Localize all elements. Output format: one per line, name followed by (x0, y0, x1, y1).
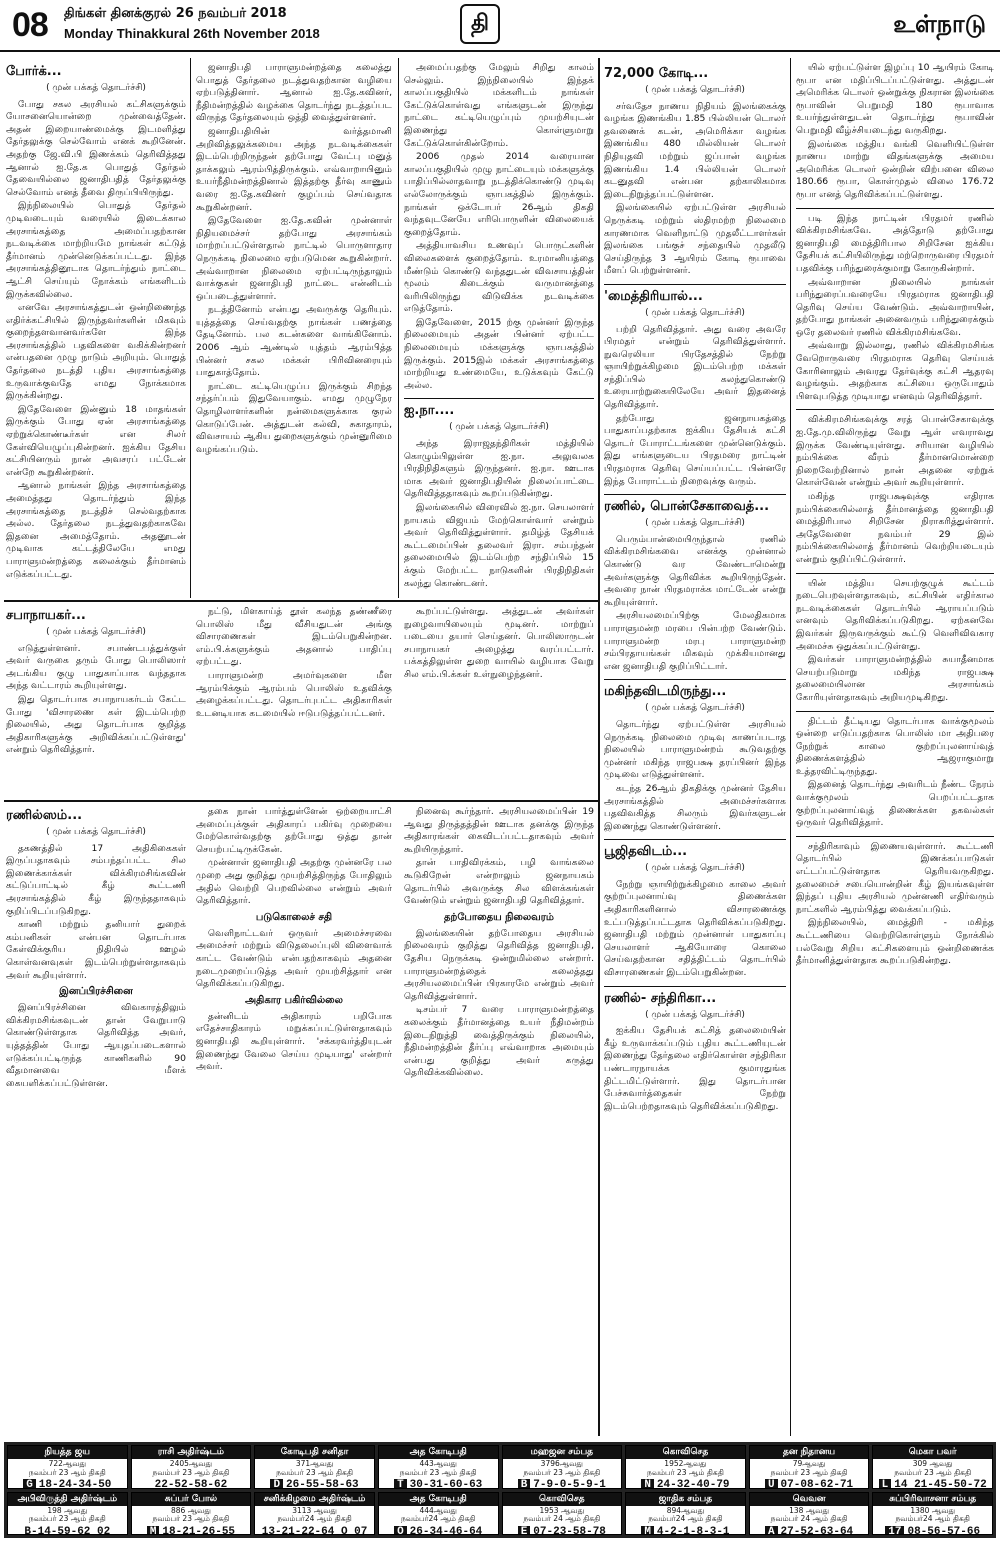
article-col-5 (796, 62, 994, 1436)
paragraph: வெளிநாட்டவர் ஒருவர் அமைச்சரவை அமைச்சர் மற்றும் விடுதலைப்புலி விளைவாக் காட்ட வேண்டும் என்பதற்காகவும் அதனை நடைமுறைப்படுத்த அவர் முயற்சித்தார் என தெரிவிக்கப்படுகிறது. (196, 927, 392, 990)
column-divider (190, 58, 191, 598)
paragraph: நேற்று ஞாயிற்றுக்கிழமை காலை அவர் குற்றப்புலனாய்வு திணைக்கள அதிகாரிகளினால் விசாரணைக்கு உட்படுத்தப்பட்டதாக தெரிவிக்கப்படுகிறது. ஜனாதிபதி மற்றும் முன்னாள் பாதுகாப்பு செயலாளர் ஆகியோரை கொலை செய்வதற்கான சதித்திட்டம் தொடர்பில் விசாரணைகள் இடம்பெறுகின்றன. (604, 878, 786, 979)
article-col-1 (6, 60, 186, 596)
lottery-number: 18-24-34-50 (38, 1479, 112, 1489)
paragraph: இலங்கை மத்திய வங்கி வெளியிட்டுள்ள நாணய மாற்று விதங்களுக்கு அமைய அமெரிக்க டொலர் ஒன்றின் விற்பனை விலை 180.66 ரூபா, கொள்முதல் விலை 176.72 ரூபா எனத் தெரிவிக்கப்பட்டுள்ளது. (796, 138, 994, 200)
section-title: உள்நாடு (893, 10, 986, 38)
lottery-number: 27-52-63-64 (780, 1525, 854, 1535)
sub-divider (604, 494, 786, 495)
lottery-name: அத கோடிபதி (379, 1446, 498, 1459)
lottery-draw-date: நவம்பர் 23 ஆம் திகதி (647, 1467, 724, 1477)
headline-ranil-fonseka: ரணில், பொன்சேகாவைத்... (604, 499, 770, 515)
lottery-draw-date: நவம்பர் 23 ஆம் திகதி (399, 1467, 477, 1477)
lottery-draw-date: நவம்பர் 24 ஆம் திகதி (523, 1514, 601, 1523)
paragraph: அத்தியாவசிய உணவுப் பொருட்களின் விலைகளைக் குறைத்தோம். உரமானியத்தை மீண்டும் கொண்டு வந்ததுடன் விவசாயத்தின் மூலம் கிடைக்கும் வருமானத்தை வரியிலிருந்து விடுவிக்க நடவடிக்கை எடுத்தோம். (404, 240, 594, 315)
lottery-winning-numbers (258, 1479, 371, 1489)
lottery-name: கொவிசெத (503, 1493, 622, 1506)
lottery-winning-numbers (382, 1479, 495, 1489)
sub-divider (796, 711, 994, 712)
lottery-draw-date: நவம்பர் 23 ஆம் திகதி (894, 1467, 972, 1477)
lottery-winning-numbers (876, 1526, 989, 1536)
headline-ranil-chandrika: ரணில்- சந்திரிகா... (604, 990, 717, 1006)
paragraph: போது சகல அரசியல் கட்சிகளுக்கும் யோசனையொன்றை முன்வைத்தேன். அதன் இறையாண்மைக்கு இடமளித்து தேர்தலுக்கு செல்வோம் எனக் கூறினேன். அதற்கு ஜே.வி.பி இணக்கம் தெரிவித்தது ஆனால் ஐ.தே.க பொதுத் தேர்தல் தேவையில்லை ஜனாதிபதித் தேர்தலுக்கு செல்வோம் எனத் தீவை திருப்பியிருந்து. (6, 98, 186, 198)
lottery-draw-number: 2405ஆவது (169, 1459, 213, 1468)
ranil-col-1 (6, 804, 186, 1436)
page-number: 08 (12, 6, 48, 44)
paragraph: நடத்தினோம் என்பது அவருக்கு தெரியும். யுத்தத்தை செய்வதற்கு நாங்கள் பணத்தை தேடினோம். பல கடன்களை வாங்கினோம். 2006 ஆம் ஆண்டில் யுத்தம் ஆரம்பித்த பின்னர் சகல மக்கள் பிரிவினரையும் பாதுகாத்தோம். (196, 304, 392, 379)
lottery-draw-number: 3796ஆவது (540, 1459, 583, 1468)
headline-speaker: சபாநாயகர்... (6, 608, 86, 623)
paragraph: திட்டம் தீட்டியது தொடர்பாக வாக்குமூலம் ஒன்றை எடுப்பதற்காக பொலிஸ் மா அதிபரை நேற்றுக் காலை குற்றப்புலனாய்வுத் திணைக்களத்தில் ஆஜராகுமாறு உத்தரவிட்டிருந்தது. (796, 715, 994, 777)
lottery-cell (502, 1445, 623, 1489)
paragraph: கூறப்பட்டுள்ளது. அத்துடன் அவர்கள் நுழைவாயிலையும் மூடினர். மாற்றுப் படையை தயார் செய்தனர். பொலிஸாருடன் சபாநாயகர் அழைத்து வரப்பட்டார். பக்கத்திலுள்ள துறை வாயில் வழியாக வேறு சில எம்.பி.க்கள் உள்நுழைந்தனர். (404, 606, 594, 680)
paragraph: அமைப்பதற்கு மேலும் சிறிது காலம் செல்லும். இந்நிலையில் இந்தக் காலப்பகுதியில் மக்களிடம் நாங்கள் கேட்டுக்கொள்வது எங்களுடன் இருந்து நாட்டை கட்டியெழுப்பும் முயற்சியுடன் இணைந்து கொள்ளுமாறு கேட்டுக்கொள்கின்றோம். (404, 62, 594, 149)
continuation-note: ( முன் பக்கத் தொடர்ச்சி) (645, 518, 745, 529)
lottery-letter: T (394, 1479, 407, 1489)
lottery-cell (625, 1492, 746, 1536)
lottery-cell (502, 1492, 623, 1536)
lottery-name: ராசி அதிர்ஷ்டம் (132, 1446, 251, 1459)
headline-maithripala: 'மைத்திரியால்... (604, 288, 703, 304)
lottery-cell (749, 1445, 870, 1489)
speaker-col-2 (196, 606, 392, 798)
lottery-draw-date: நவம்பர்24 ஆம் திகதி (277, 1514, 352, 1523)
sub-divider (604, 679, 786, 680)
lottery-letter: M (147, 1526, 160, 1536)
lottery-cell (872, 1492, 993, 1536)
continuation-note: ( முன் பக்கத் தொடர்ச்சி) (645, 703, 745, 714)
sub-divider (796, 409, 994, 410)
lottery-name: மஹஜன சம்பத (503, 1446, 622, 1459)
lottery-number: 24-32-40-79 (656, 1479, 730, 1489)
lottery-draw-number: 138 ஆவது (789, 1505, 829, 1515)
lottery-letter: L (879, 1479, 892, 1489)
lottery-letter: G (23, 1479, 36, 1489)
paragraph: 2006 முதல் 2014 வரையான காலப்பகுதியில் முழு நாட்டையும் மக்களுக்கு பாதிப்பில்லாதவாறு நடத்திக்கொண்டு முடிவு எல்லோருக்கும் ஞாபகத்தில் இருக்கும். நாங்கள் ஒக்டோபர் 26ஆம் திகதி வந்தவுடனேயே எரிபொருளின் விலையைக் குறைத்தோம். (404, 151, 594, 238)
lottery-name: அத கோடிபதி (379, 1493, 498, 1506)
lottery-name: அபிவிருத்தி அதிர்ஷ்டம் (8, 1493, 127, 1506)
subheading: அதிகார பகிர்வில்லை (245, 994, 343, 1006)
headline-porkk: போர்க்... (6, 64, 62, 79)
ranil-col-2 (196, 806, 392, 1436)
paragraph: இதனைத் தொடர்ந்து அவரிடம் நீண்ட நேரம் வாக்குமூலம் பெறப்பட்டதாக குற்றப்புலனாய்வுத் திணைக்கள தகவல்கள் ஒருவர் தெரிவித்தார். (796, 779, 994, 829)
newspaper-logo: தி (460, 4, 500, 44)
lottery-number: 26-55-58-63 (286, 1479, 359, 1489)
lottery-name: கோடிபதி சனிதா (255, 1446, 374, 1459)
section-divider (4, 600, 598, 602)
lottery-cell (131, 1492, 252, 1536)
lottery-letter: U (765, 1479, 778, 1489)
continuation-note: ( முன் பக்கத் தொடர்ச்சி) (645, 307, 745, 318)
lottery-draw-number: 371ஆவது (295, 1459, 334, 1468)
lottery-cell (7, 1492, 128, 1536)
lottery-winning-numbers (506, 1526, 619, 1536)
lottery-draw-number: 3113 ஆவது (292, 1505, 337, 1515)
paragraph: சர்வதேச நாணய நிதியம் இலங்கைக்கு வழங்க இணங்கிய 1.85 பில்லியன் டொலர் தவணைக் கடன், அமெரிக்கா வழங்க இணங்கிய 480 மில்லியன் டொலர் நிதியுதவி மற்றும் ஜப்பான் வழங்க இணங்கிய 1.4 பில்லியன் டொலர் கடனுதவி என்பன தற்காலிகமாக இடைநிறுத்தப்பட்டுள்ளன. (604, 100, 786, 200)
speaker-col-3 (404, 606, 594, 798)
lottery-letter: D (270, 1479, 283, 1489)
lottery-number: 26-34-46-64 (409, 1525, 483, 1535)
lottery-winning-numbers (506, 1479, 619, 1489)
lottery-draw-number: 444ஆவது (419, 1505, 457, 1515)
lottery-number: 13-21-22-64 O 07 (261, 1525, 368, 1535)
paragraph: எடுத்துள்ளனர். சபாண்டபத்துக்குள் அவர் வருகை தரும் போது பொலிஸார் அடங்கிய குழு பாதுகாப்பாக வந்ததாக அந்த வட்டாரம் கூறியுள்ளது. (6, 642, 186, 692)
paragraph: இந்நிலையில், மைத்திரி - மகிந்த கூட்டணியை வெற்றிகொள்ளும் நோக்கில் பல்வேறு சிறிய கட்சிகளையும் ஒன்றிணைக்க தீர்மானித்துள்ளதாக கூறப்படுகின்றது. (796, 917, 994, 967)
lottery-number: 07-23-58-78 (533, 1525, 606, 1535)
paragraph: காணி மற்றும் தனியார் துறைக் கம்பனிகள் என்பன தொடர்பாக கேள்விக்குரிய நிதியில் ஊழல் கொள்வனவுகள் இடம்பெற்றுள்ளதாகவும் அவர் கூறியுள்ளார். (6, 919, 186, 981)
paragraph: அவ்வாறு இல்லாது, ரணில் விக்கிரமசிங்க வேறொருவரை பிரதமராக தெரிவு செய்யக் கோரினாலும் அவரது தேர்வுக்கு கட்சி ஆதரவு வழங்கும். அதற்காக கட்சியை ஒருபோதும் பிளவுபடுத்த முடியாது எனவும் தெரிவித்தார். (796, 340, 994, 402)
paragraph: தற்போது ஜனநாயகத்தை பாதுகாப்பதற்காக ஐக்கிய தேசியக் கட்சி தொடர் போராட்டங்களை முன்னெடுக்கும். இது எங்களுடைய பிரதமரை நாட்டின் பிரதமராக தெரிவு செய்யப்பட்ட பின்னரே இந்த போராட்டம் நிறைவுக்கு வரும். (604, 412, 786, 487)
column-divider (398, 58, 399, 598)
headline-ranil: ரணில்ஸம்... (6, 808, 83, 823)
lottery-draw-date: நவம்பர் 23 ஆம் திகதி (152, 1467, 230, 1477)
paragraph: இதேவேளை ஐ.தே.கவின் முன்னாள் நிதியமைச்சர் தற்போது அரசாங்கம் மாற்றப்பட்டுள்ளதால் நாட்டில் பொருளாதார நெருக்கடி நிலைமை ஏற்படுமென கூறுகின்றார். அவ்வாறான நிலைமை ஏற்பட்டிருந்தாலும் வாக்குகள் ஜனாதிபதி நாட்டை என்னிடம் ஒப்படைத்துள்ளார். (196, 215, 392, 302)
lottery-letter: E (518, 1526, 531, 1536)
lottery-cell (254, 1492, 375, 1536)
sub-divider (404, 398, 594, 399)
lottery-letter: B (518, 1479, 531, 1489)
continuation-note: ( முன் பக்கத் தொடர்ச்சி) (645, 85, 745, 95)
lottery-letter: O (394, 1526, 407, 1536)
lottery-draw-date: நவம்பர் 23 ஆம் திகதி (770, 1467, 848, 1477)
lottery-letter: A (765, 1526, 778, 1536)
lottery-winning-numbers (629, 1479, 742, 1489)
paragraph: இலங்கையில் விரைவில் ஐ.நா. செயலாளர் நாயகம் விஜயம் மேற்கொள்வார் என்றும் அவர் தெரிவித்துள்ளார். தமிழ்த் தேசியக் கூட்டமைப்பின் தலைவர் இரா. சம்பந்தன் தலைமையில் இடம்பெற்ற சந்திப்பில் 15 க்கும் மேற்பட்ட நாடுகளின் பிரதிநிதிகள் கலந்து கொண்டனர். (404, 502, 594, 589)
lottery-draw-number: 1380 ஆவது (910, 1505, 955, 1515)
paragraph: இவர்கள் பாராளுமன்றத்தில் சுயாதீனமாக செயற்படுமாறு மகிந்த ராஜபக்ஷ தலைமையிலான அரசாங்கம் கோரியுள்ளதாகவும் அறியமுடிகிறது. (796, 654, 994, 703)
paragraph: ஐக்கிய தேசியக் கட்சித் தலைமையின் கீழ் உருவாக்கப்படும் புதிய கூட்டணியுடன் இணைந்து தேர்தலை எதிர்கொள்ள சந்திரிகா பண்டாரநாயக்க குமாரதுங்க திட்டமிட்டுள்ளார். இது தொடர்பான பேச்சுவார்த்தைகள் நேற்று இடம்பெற்றதாகவும் தெரிவிக்கப்படுகிறது. (604, 1025, 786, 1112)
ranil-col-3 (404, 806, 594, 1436)
continuation-note: ( முன் பக்கத் தொடர்ச்சி) (46, 627, 146, 637)
lottery-name: ஜாதிக சம்பத (626, 1493, 745, 1506)
lottery-cell (378, 1445, 499, 1489)
lottery-draw-number: 1952ஆவது (664, 1459, 707, 1468)
lottery-name: சுப்பர் போல் (132, 1493, 251, 1506)
lottery-draw-date: நவம்பர் 23 ஆம் திகதி (152, 1514, 230, 1523)
paragraph: ஜனாதிபதி பாராளுமன்றத்தை கலைத்து பொதுத் தேர்தலை நடத்துவதற்கான வழியை ஏற்படுத்தினார். ஆனால் ஐ.தே.கவினர், நீதிமன்றத்தில் வழக்கை தொடர்ந்து நடத்தப்பட விருந்த தேர்தலையும் ஒத்தி வைத்துள்ளனர். (196, 62, 392, 124)
lottery-winning-numbers (135, 1479, 248, 1489)
paragraph: அவ்வாறான நிலையில் நாங்கள் பரிந்துரைப்பவரையே பிரதமராக ஜனாதிபதி தெரிவு செய்ய வேண்டும். அவ்வாறாயின், தற்போது நாங்கள் அனைவரும் பரிந்துரைக்கும் ஒரே தலைவர் ரணில் விக்கிரமசிங்கவே. (796, 276, 994, 338)
lottery-draw-number: 886 ஆவது (171, 1505, 211, 1515)
sub-divider (604, 284, 786, 285)
tamil-date: திங்கள் தினக்குரல் 26 நவம்பர் 2018 (64, 6, 287, 21)
paragraph: ஜனாதிபதியின் வர்த்தமானி அறிவித்தலுக்கமைய அந்த நடவடிக்கைகள் இடம்பெற்றிருந்தன் தற்போது வேட்பு மனுத் தாக்கலும் ஆரம்பித்திருக்கும். எவ்வாறாயினும் உயர்நீதிமன்றத்தினால் இத்தற்கு தீர்வு காணும் வரை ஐ.தே.கவினர் குழப்பம் செய்வதாக கூறுகின்றனர். (196, 125, 392, 213)
column-divider (790, 58, 791, 1436)
headline-72000-crore: 72,000 கோடி... (604, 66, 709, 81)
paragraph: டிசம்பர் 7 வரை பாராளுமன்றத்தை கலைக்கும் தீர்மானத்தை உயர் நீதிமன்றம் இடைநிறுத்தி வைத்திருக்கும் நிலையில், நீதிமன்றத்தின் தீர்ப்பு எவ்வாறாக அமையும் என்பது குறித்து அவர் கருத்து தெரிவிக்கவில்லை. (404, 1004, 594, 1079)
masthead (0, 0, 1000, 52)
paragraph: யில் ஏற்பட்டுள்ள இழப்பு 10 ஆயிரம் கோடி ரூபா என மதிப்பிடப்பட்டுள்ளது. அத்துடன் அமெரிக்க டொலர் ஒன்றுக்கு நிகரான இலங்கை ரூபாவின் பெறுமதி 180 ரூபாவாக உயர்ந்துள்ளதுடன் தொடர்ந்து ரூபாவின் பெறுமதி வீழ்ச்சியடைந்து வருகிறது. (796, 62, 994, 136)
lottery-number: 4-2-1-8-3-1 (656, 1525, 730, 1535)
paragraph: படி இந்த நாட்டின் பிரதமர் ரணில் விக்கிரமசிங்கவே. அத்தோடு தற்போது ஜனாதிபதி மைத்திரிபால சிறிசேன ஐக்கிய தேசியக் கட்சியிலிருந்து மற்றொருவரை பிரதமர் பதவிக்கு பரிந்துரைக்குமாறு கோருகின்றார். (796, 212, 994, 274)
lottery-winning-numbers (11, 1479, 124, 1489)
lottery-name: தன நிதானய (750, 1446, 869, 1459)
lottery-winning-numbers (135, 1526, 248, 1536)
lottery-draw-number: 198 ஆவது (47, 1505, 88, 1515)
lottery-name: நியத்த ஜய (8, 1446, 127, 1459)
lottery-draw-date: நவம்பர் 23 ஆம் திகதி (276, 1467, 353, 1477)
lottery-letter: 17 (885, 1526, 904, 1536)
lottery-draw-number: 894ஆவது (666, 1505, 705, 1515)
headline-un: ஐ.நா.... (404, 403, 455, 419)
lottery-draw-number: 309 ஆவது (912, 1459, 953, 1468)
lottery-draw-number: 79ஆவது (792, 1459, 826, 1468)
lottery-winning-numbers (258, 1526, 371, 1536)
lottery-cell (378, 1492, 499, 1536)
paragraph: விக்கிரமசிங்கவுக்கு சரத் பொன்சேகாவுக்கு ஐ.தே.மு.விலிருந்து வேறு ஆள் எவராவது இருக்க வேண்டியுள்ளது. சரியான வழியில் நம்பிக்கை வீரம் தீர்மானமொன்றை நிறைவேற்றினால் நான் அதனை ஏற்றுக் கொள்வேன் என்றும் அவர் கூறியுள்ளார். (796, 414, 994, 489)
lottery-draw-number: 722ஆவது (48, 1459, 87, 1468)
sub-divider (604, 839, 786, 840)
headline-mahinda: மகிந்தவிடமிருந்து... (604, 684, 727, 700)
lottery-number: 07-08-62-71 (780, 1479, 854, 1489)
lottery-draw-number: 1953 ஆவது (539, 1505, 585, 1515)
paragraph: தன்னிடம் அதிகாரம் பறிபோக எதேச்சாதிகாரம் மறுக்கப்பட்டுள்ளதாகவும் ஜனாதிபதி கூறியுள்ளார். 'சக்கரவர்த்தியுடன் இணைந்து வேலை செய்ய முடியாது' என்றார் அவர். (196, 1010, 392, 1073)
lottery-winning-numbers (876, 1479, 989, 1489)
paragraph: ஆனால் நாங்கள் இந்த அரசாங்கத்தை அமைத்தது தொடர்ந்தும் இந்த அரசாங்கத்தை நடத்திச் செல்வதற்காக அல்ல. தேர்தலை நடத்துவதற்காகவே இதனை அமைத்தோம். அதனூடன் முடிவாக கட்டத்திலேயே எமது பாராளுமன்றத்தை கலைக்கும் தீர்மானம் எடுக்கப்பட்டது. (6, 480, 186, 580)
sub-divider (796, 208, 994, 209)
article-col-4 (604, 62, 786, 1436)
lottery-number: 7-9-0-5-9-1 (533, 1479, 606, 1489)
paragraph: இலங்கையில் ஏற்பட்டுள்ள அரசியல் நெருக்கடி மற்றும் ஸ்திரமற்ற நிலைமை காரணமாக வெளிநாட்டு முதலீட்டாளர்கள் இலங்கை பங்குச் சந்தையில் முதலீடு செய்திருந்த 3 ஆயிரம் கோடி ரூபாவை மீளப் பெற்றுள்ளனர். (604, 202, 786, 277)
paragraph: தகணத்தில் 17 அதிகிகைகள் இருப்பதாகவும் சம்பந்தப்பட்ட சில இணைக்காக்கள் விக்கிரமசிங்கவின் கட்டுப்பாட்டில் கீழ் கூட்டணி அரசாங்கத்தில் கீழ் இருந்ததாகவும் குறிப்பிடப்படுகிறது. (6, 842, 186, 917)
paragraph: அரசியலமைப்பிற்கு மேலதிகமாக பாராளுமன்ற மரபை பின்பற்ற வேண்டும். பாராளுமன்ற மரபு பாராளுமன்ற சம்பிரதாயங்கள் மிகவும் முக்கியமானது என ஜனாதிபதி குறிப்பிட்டார். (604, 610, 786, 672)
lottery-draw-date: நவம்பர் 23 ஆம் திகதி (28, 1514, 106, 1523)
continuation-note: ( முன் பக்கத் தொடர்ச்சி) (645, 1009, 745, 1020)
article-col-3 (404, 62, 594, 596)
lottery-name: சனிக்கிழமை அதிர்ஷ்டம் (255, 1493, 374, 1506)
sub-divider (796, 836, 994, 837)
paragraph: மகிந்த ராஜபக்ஷவுக்கு எதிராக நம்பிக்கையில்லாத் தீர்மானத்தை ஜனாதிபதி மைத்திரிபால சிறிசேன நிராகரித்துள்ளார். அதேவேளை நவம்பர் 29 இல் நம்பிக்கையில்லாத் தீர்மானம் வெற்றியடையும் என்றும் குறிப்பிட்டுள்ளார். (796, 491, 994, 565)
continuation-note: ( முன் பக்கத் தொடர்ச்சி) (449, 422, 549, 433)
lottery-winning-numbers (629, 1526, 742, 1536)
lottery-number: 22-52-58-62 (154, 1479, 228, 1489)
lottery-winning-numbers (753, 1526, 866, 1536)
continuation-note: ( முன் பக்கத் தொடர்ச்சி) (46, 827, 146, 837)
paragraph: சந்திரிகாவும் இணையவுள்ளார். கூட்டணி தொடர்பில் இணக்கப்பாடுகள் எட்டப்பட்டுள்ளதாக தெரியவருகிறது. தலைமைச் சபையொன்றின் கீழ் இயங்கவுள்ள இந்தப் புதிய அரசியல் முன்னணி எதிர்வரும் நாட்களில் ஆரம்பித்து வைக்கப்படும். (796, 840, 994, 915)
lottery-cell (131, 1445, 252, 1489)
paragraph: இது தொடர்பாக சபாநாயகர்டம் கேட்ட போது 'விசாரணை கள் இடம்பெற்ற நிலையில், அது தொடர்பாக குறித்த அதிகாரிகளுக்கு அறிவிக்கப்பட்டுள்ளது' என்றும் தெரிவித்தார். (6, 693, 186, 756)
lottery-name: வெவன (750, 1493, 869, 1506)
paragraph: தொடர்ந்து ஏற்பட்டுள்ள அரசியல் நெருக்கடி நிலைமை முடிவு காணப்படாத நிலையில் பாராளுமன்றம் கூடுவதற்கு முன்னர் மகிந்த ராஜபக்ஷ தரப்பினர் இந்த முடிவை எடுத்துள்ளனர். (604, 718, 786, 781)
lottery-number: 14 21-45-50-72 (894, 1479, 987, 1489)
lottery-draw-date: நவம்பர் 23 ஆம் திகதி (28, 1467, 106, 1477)
subheading: தற்போதைய நிலைவரம் (444, 911, 554, 923)
paragraph: யின் மத்திய செயற்குழுக் கூட்டம் நடைபெறவுள்ளதாகவும், கட்சியின் எதிர்கால நடவடிக்கைகள் தொடர்பில் ஆராயப்படும் எனவும் தெரிவிக்கப்படுகிறது. ஏற்கனவே இவர்கள் இருவருக்கும் கூட்டு வெளிவிவகார அமைச்சு ஒதுக்கப்பட்டுள்ளது. (796, 577, 994, 652)
lottery-results-table (4, 1442, 996, 1538)
lottery-number: 18-21-26-55 (162, 1525, 236, 1535)
headline-pujith: பூஜிதவிடம்... (604, 844, 688, 860)
paragraph: பற்றி தெரிவித்தார். அது வரை அவரே பிரமதர் என்றும் தெரிவித்துள்ளார். நுவரெலியா பிரதேசத்தில் நேற்று ஞாயிற்றுக்கிழமை இடம்பெற்ற மக்கள் சந்திப்பில் கலந்துகொண்டு உரையாற்றுகையிலேயே அவர் இதனைத் தெரிவித்தார். (604, 323, 786, 411)
lottery-number: B-14-59-62 02 (24, 1525, 111, 1535)
paragraph: இனப்பிரச்சினை விவகாரத்திலும் விக்கிரமசிங்கவுடன் தான் வேறுபாடு கொண்டுள்ளதாக தெரிவித்த அவர், யுத்தத்தின் போது ஆயுதப்படைகளால் எடுக்கப்பட்டிருந்த காணிகளில் 90 வீதமானவை மீளக் கையளிக்கப்பட்டுள்ளன. (6, 1002, 186, 1089)
paragraph: கடந்த 26ஆம் திகதிக்கு முன்னர் தேசிய அரசாங்கத்தில் அமைச்சர்களாக பதவிவகித்த சிலரும் இவர்களுடன் இணைந்து கொண்டுள்ளனர். (604, 782, 786, 832)
paragraph: முன்னாள் ஜனாதிபதி அதற்கு முன்னரே பல முறை அது குறித்து முயற்சித்திருந்த போதிலும் அதில் வெற்றி பெறவில்லை என்றும் அவர் தெரிவித்தார். (196, 857, 392, 907)
sub-divider (604, 986, 786, 987)
lottery-winning-numbers (753, 1479, 866, 1489)
article-col-2 (196, 62, 392, 596)
lottery-draw-number: 443ஆவது (419, 1459, 457, 1468)
paragraph: இதேவேளை இன்னும் 18 மாதங்கள் இருக்கும் போது ஏன் அரசாங்கத்தை ஏற்றுக்கொண்டீர்கள் என சிலர் கேள்வியெழுப்புகின்றனர். ஐக்கிய தேசிய கட்சியினரும் நான் அவசரப் பட்டேன் என்றே கூறுகின்றனர். (6, 403, 186, 478)
lottery-cell (749, 1492, 870, 1536)
paragraph: நினைவு கூர்ந்தார். அரசியலமைப்பின் 19 ஆவது திருத்தத்தின் ஊடாக தனக்கு இருந்த அதிகாரங்கள் கைவிடப்பட்டதாகவும் அவர் கூறியிருந்தார். (404, 806, 594, 855)
continuation-note: ( முன் பக்கத் தொடர்ச்சி) (645, 863, 745, 874)
subheading: படுகொலைச் சதி (255, 911, 333, 923)
lottery-draw-date: நவம்பர்24 ஆம் திகதி (648, 1514, 723, 1523)
lottery-winning-numbers (382, 1526, 495, 1536)
lottery-cell (7, 1445, 128, 1489)
lottery-winning-numbers (11, 1526, 124, 1536)
paragraph: பாராளுமன்ற அமர்வுகளை மீள ஆரம்பிக்கும் ஆரம்பம் பொலிஸ் உதவிக்கு அழைக்கப்பட்டது. தொடர்புபட்ட அதிகாரிகள் உடனடியாக கடமையில் ஈடுபடுத்தப்பட்டனர். (196, 669, 392, 719)
paragraph: நாட்டை கட்டியெழுப்ப இருக்கும் சிறந்த சந்தர்ப்பம் இதுவேயாகும். எமது முழுநேர தொழிலாளர்களின் நன்மைகளுக்காக குரல் கொடுப்பேன். அத்துடன் கல்வி, சுகாதாரம், விவசாயம் ஆகிய துறைகளுக்கும் முன்னுரிமை வழங்கப்படும். (196, 380, 392, 455)
lottery-cell (872, 1445, 993, 1489)
lottery-cell (254, 1445, 375, 1489)
paragraph: எனவே அரசாங்கத்துடன் ஒன்றிணைந்த எதிர்க்கட்சியில் இருந்தவர்களின் மிகவும் குறைந்தளவானவர்களே இந்த அரசாங்கத்தில் பதவிகளை வகிக்கின்றனர் என்பதனை முழு நாடும் அறியும். பொதுத் தேர்தலை நடத்தி புதிய அரசாங்கத்தை உருவாக்குவதே எமது நோக்கமாக இருக்கின்றது. (6, 302, 186, 402)
lottery-draw-date: நவம்பர்24 ஆம் திகதி (400, 1514, 476, 1523)
column-divider (598, 58, 600, 1436)
lottery-cell (625, 1445, 746, 1489)
lottery-name: சுப்பிரிவாசனா சம்பத (873, 1493, 992, 1506)
speaker-col-1 (6, 604, 186, 798)
section-divider (4, 800, 598, 802)
paragraph: இதேவேளை, 2015 ற்கு முன்னர் இருந்த நிலைமையும் அதன் பின்னர் ஏற்பட்ட நிலைமையும் மக்களுக்கு ஞாபகத்தில் இருக்கும். 2015இல் மக்கள் அரசாங்கத்தை மாற்றியது உண்மையே, உடுக்கவும் கேட்டு அல்ல. (404, 316, 594, 391)
sub-divider (796, 573, 994, 574)
paragraph: நட்டு, மிளகாய்த் தூள் கலந்த தண்ணீரை பொலிஸ் மீது வீசியதுடன் அங்கு விசாரணைகள் இடம்பெறுகின்றன. எம்.பி.க்களுக்கும் அதனால் பாதிப்பு ஏற்பட்டது. (196, 606, 392, 668)
lottery-letter: N (641, 1479, 654, 1489)
lottery-draw-date: நவம்பர் 23 ஆம் திகதி (523, 1467, 601, 1477)
lottery-draw-date: நவம்பர் 24 ஆம் திகதி (770, 1514, 848, 1523)
paragraph: இலங்கையின் தற்போதைய அரசியல் நிலைவரம் குறித்து தெரிவித்த ஜனாதிபதி, தேசிய நெருக்கடி ஒன்றுமில்லை என்றார். பாராளுமன்றத்தைக் கலைத்தது அரசியலமைப்பின் பிரகாரமே என்றும் அவர் தெரிவித்துள்ளார். (404, 927, 594, 1002)
paragraph: இந்நிலையில் பொதுத் தேர்தல் முடிவடையும் வரையில் இடைக்கால அரசாங்கத்தை அமைப்பதற்கான நடவடிக்கை மாற்றியமே நாங்கள் கட்டுத் தீர்மானம் முன்னெடுக்கப்பட்டது. இந்த அரசாங்கத்தினூடாக தொடர்ந்தும் நாட்டை ஆட்சி செய்யும் நோக்கம் எங்களிடம் இருக்கவில்லை. (6, 200, 186, 300)
paragraph: தகை நான் பார்த்துள்ளேன் ஒற்றையாட்சி அமைப்புக்குள் அதிகாரப் பகிர்வு முறையை மேற்கொள்வதற்கு தற்போது ஒத்து தான் செயற்பட்டிருக்கேன். (196, 806, 392, 855)
lottery-number: 08-56-57-66 (907, 1525, 981, 1535)
subheading: இனப்பிரச்சினை (59, 986, 133, 998)
english-date: Monday Thinakkural 26th November 2018 (64, 26, 320, 41)
paragraph: அந்த இராஜதந்திரிகள் மத்தியில் கொழும்பிலுள்ள ஐ.நா. அலுவலக பிரதிநிதிகளும் இருந்தனர். ஐ.நா. ஊடாக மாக அவர் ஜனாதிபதியின் நிலைப்பாட்டை தெரிவித்ததாகவும் கூறப்படுகின்றது. (404, 438, 594, 500)
lottery-name: மெகா பவர் (873, 1446, 992, 1459)
lottery-letter: M (641, 1526, 654, 1536)
continuation-note: ( முன் பக்கத் தொடர்ச்சி) (46, 83, 146, 93)
lottery-name: கொவிசெத (626, 1446, 745, 1459)
lottery-number: 30-31-60-63 (409, 1479, 483, 1489)
paragraph: பெரும்பான்மையிருந்தால் ரணில் விக்கிரமசிங்கவை எனக்கு முன்னால் கொண்டு வர வேண்டாமென்று அவர்களுக்கு தெரிவிக்க கூறியிருந்தேன். அவரை நான் பிரதமராக்க மாட்டேன் என்று கூறியுள்ளார். (604, 533, 786, 608)
lottery-draw-date: நவம்பர்24 ஆம் திகதி (895, 1514, 970, 1523)
paragraph: தான் பாதிவிரக்கம், பழி வாங்கலை கூடுகிறேன் என்றாலும் ஜனநாயகம் தொடர்பில் அவருக்கு சில விளக்கங்கள் வேண்டும் என்றும் ஜனாதிபதி தெரிவித்தார். (404, 857, 594, 907)
